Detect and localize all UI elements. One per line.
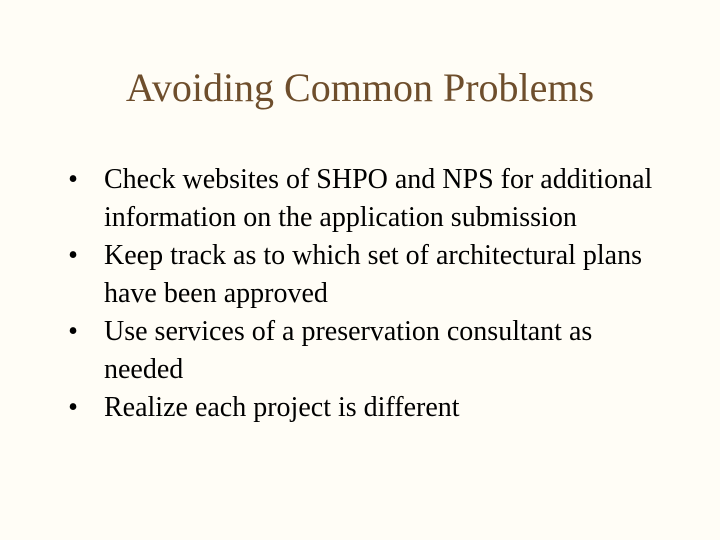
bullet-text: Check websites of SHPO and NPS for additional information on the application submission xyxy=(104,164,653,233)
bullet-dot-icon: • xyxy=(68,316,78,347)
bullet-dot-icon: • xyxy=(68,164,78,195)
bullet-text: Realize each project is different xyxy=(104,392,460,423)
bullet-text: Use services of a preservation consultant as needed xyxy=(104,316,593,385)
slide-title: Avoiding Common Problems xyxy=(125,65,595,110)
bullet-item xyxy=(58,161,668,237)
bullet-item xyxy=(58,237,668,313)
bullet-dot-icon: • xyxy=(68,392,78,423)
bullet-item xyxy=(58,313,668,389)
bullet-item xyxy=(58,389,668,427)
bullet-list xyxy=(58,161,668,427)
bullet-dot-icon: • xyxy=(68,240,78,271)
bullet-text: Keep track as to which set of architectural plans have been approved xyxy=(104,240,643,309)
